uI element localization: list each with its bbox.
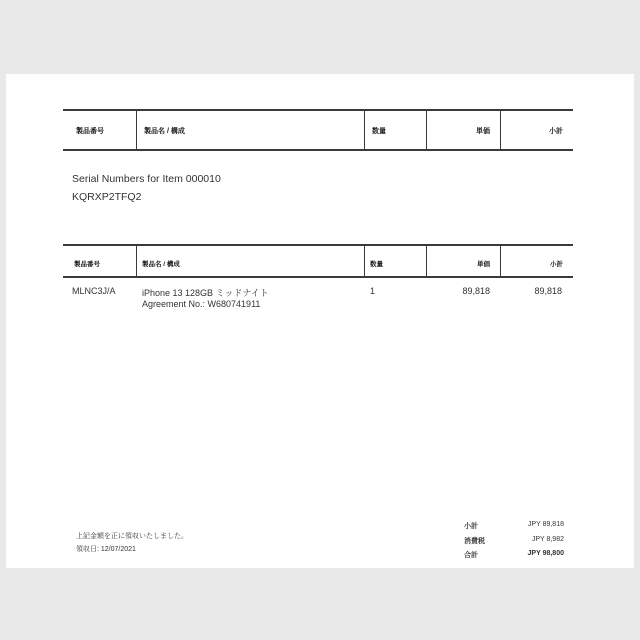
- items-table-divider: [136, 245, 137, 277]
- header-col-unit-price: 単価: [476, 128, 490, 135]
- items-col-product-name: 製品名 / 構成: [142, 261, 180, 268]
- serial-section-title: Serial Numbers for Item 000010: [72, 173, 221, 185]
- items-col-quantity: 数量: [370, 261, 383, 268]
- items-col-unit-price: 単価: [477, 261, 490, 268]
- items-table-divider: [500, 245, 501, 277]
- items-table-divider: [364, 245, 365, 277]
- header-table-divider: [364, 110, 365, 150]
- items-table-top-rule: [63, 244, 573, 246]
- receipt-date: 領収日: 12/07/2021: [76, 546, 136, 553]
- summary-tax-value: JPY 8,982: [531, 536, 564, 543]
- header-table-top-rule: [63, 109, 573, 111]
- item-agreement-number: Agreement No.: W680741911: [142, 299, 261, 309]
- items-table-divider: [426, 245, 427, 277]
- header-table-bottom-rule: [63, 149, 573, 151]
- receipt-note: 上記金額を正に領収いたしました。: [76, 533, 188, 540]
- item-subtotal: 89,818: [534, 286, 562, 296]
- serial-number: KQRXP2TFQ2: [72, 191, 142, 203]
- items-col-subtotal: 小計: [550, 261, 563, 268]
- items-table-header-bottom-rule: [63, 276, 573, 278]
- item-unit-price: 89,818: [462, 286, 490, 296]
- header-table-divider: [136, 110, 137, 150]
- item-part-number: MLNC3J/A: [72, 286, 116, 296]
- summary-tax-label: 消費税: [464, 538, 485, 545]
- summary-total-label: 合計: [464, 552, 478, 559]
- header-table-divider: [426, 110, 427, 150]
- summary-subtotal-label: 小計: [464, 523, 478, 530]
- header-col-part-number: 製品番号: [76, 128, 104, 135]
- item-product-name: iPhone 13 128GB ミッドナイト: [142, 288, 269, 298]
- items-col-part-number: 製品番号: [74, 261, 100, 268]
- header-col-quantity: 数量: [372, 128, 386, 135]
- summary-total-value: JPY 98,800: [527, 550, 564, 557]
- header-col-product-name: 製品名 / 構成: [144, 128, 185, 135]
- summary-subtotal-value: JPY 89,818: [527, 521, 564, 528]
- header-col-subtotal: 小計: [549, 128, 563, 135]
- header-table-divider: [500, 110, 501, 150]
- item-quantity: 1: [370, 286, 376, 296]
